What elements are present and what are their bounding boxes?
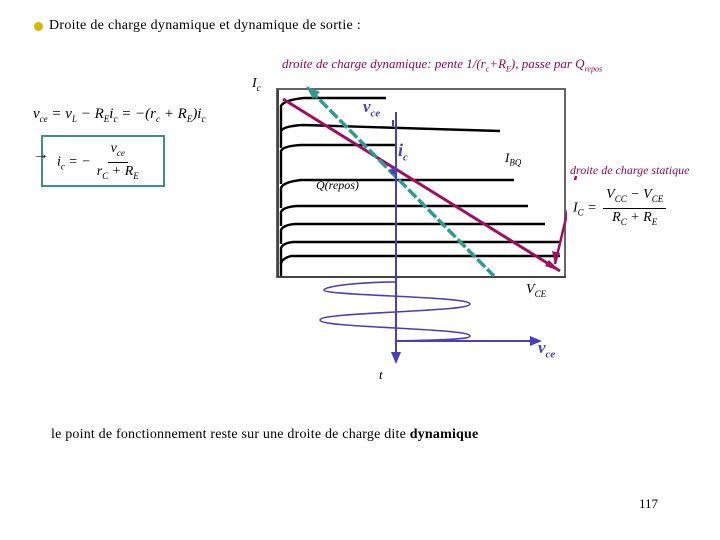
- vce-output-label: $v_{ce}$: [538, 338, 556, 361]
- vce-signal-label: $v_{ce}$: [363, 97, 381, 120]
- formula-vce: $v_{ce} = v_L - R_Ei_c = -(r_c + R_E)i_c$: [33, 106, 206, 124]
- time-axis-arrow-icon: [391, 352, 401, 364]
- conclusion-text: le point de fonctionnement reste sur une droite de charge dite dynamique: [51, 427, 479, 442]
- ic-axis-label: $I_c$: [252, 76, 261, 93]
- ibq-label: $I_{BQ}$: [505, 150, 522, 168]
- characteristic-curve: [281, 256, 560, 276]
- formula-ic: $i_c$ = − $\frac{v_{ce}}{r_C + R_E}$: [57, 141, 139, 181]
- vce-axis-label: $V_{CE}$: [526, 282, 547, 299]
- slide-title-text: Droite de charge dynamique et dynamique de sortie :: [49, 18, 362, 33]
- time-axis-label: t: [379, 367, 383, 382]
- page-number: 117: [639, 496, 659, 511]
- static-load-line-annotation: droite de charge statique: [570, 163, 690, 177]
- implies-arrow-icon: →: [33, 146, 49, 163]
- dynamic-load-line-annotation: droite de charge dynamique: pente $1/(r_c+R_E)$, passe par $Q_{repos}$: [282, 56, 603, 74]
- q-repos-label: Q(repos): [316, 178, 359, 192]
- ic-signal-label: $i_c$: [398, 140, 408, 164]
- formula-ic-static: $I_C$ = $\frac{V_{CC} - V_{CE}}{R_C + R_E}$: [573, 186, 666, 231]
